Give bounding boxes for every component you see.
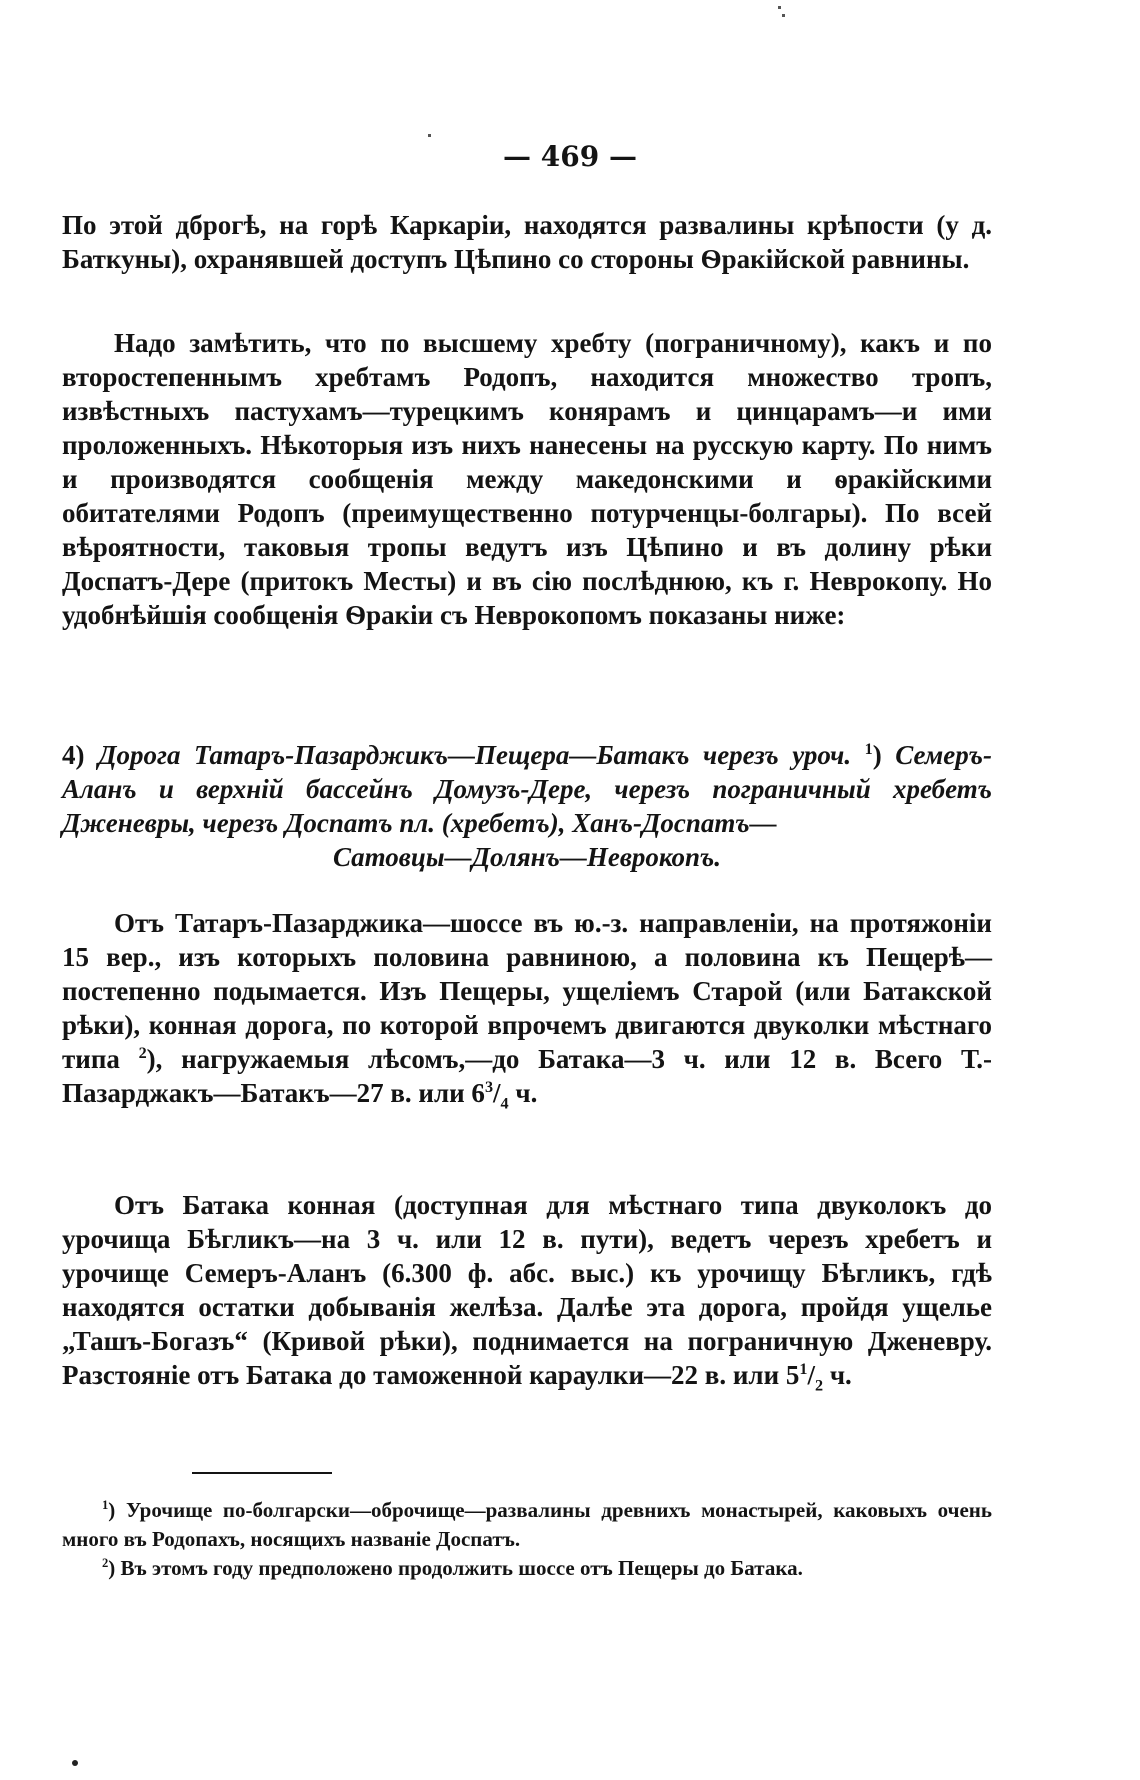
paragraph-1-text: По этой дброгѣ, на горѣ Каркаріи, находятся развалины крѣпости (у д. Баткуны), охранявшей доступъ Цѣпино со стороны Ѳракійской равнины.	[62, 210, 992, 274]
paragraph-2	[62, 326, 992, 632]
footnote-ref-2[interactable]: 2	[138, 1044, 147, 1062]
section-heading: 4) Дорога Татаръ-Пазарджикъ—Пещера—Батакъ черезъ уроч. $^1$) Семеръ-Аланъ и верхній бассейнъ Домузъ-Дере, черезъ пограничный хребетъ Дженевры, черезъ Доспатъ пл. (хребетъ), Ханъ-Доспатъ— Сатовцы—Долянъ—Неврокопъ.	[62, 740, 992, 872]
paragraph-3-part-a: Отъ Татаръ-Пазарджика—шоссе въ ю.-з. направленіи, на протяжоніи 15 вер., изъ которыхъ половина равниною, а половина къ Пещерѣ—постепенно подымается. Изъ Пещеры, ущеліемъ Старой (или Батакской рѣки), конная дорога, по которой впрочемъ двигаются двуколки мѣстнаго типа	[62, 908, 992, 1074]
scan-dot	[72, 1760, 78, 1766]
fraction-numerator: 3	[484, 1078, 494, 1096]
footnote-1-text: Урочище по-болгарски—оброчище—развалины древнихъ монастырей, каковыхъ очень много въ Родопахъ, носящихъ названіе Доспатъ.	[62, 1498, 992, 1551]
footnotes	[62, 1496, 992, 1583]
footnote-2-text: Въ этомъ году предположено продолжить шоссе отъ Пещеры до Батака.	[115, 1556, 803, 1580]
paragraph-3	[62, 906, 992, 1120]
fraction-numerator: 1	[799, 1360, 808, 1378]
footnote-1-mark: 1	[102, 1498, 109, 1512]
paragraph-3-part-c: ч.	[508, 1078, 538, 1108]
scan-speck	[782, 14, 785, 17]
paragraph-3-part-b: , нагружаемыя лѣсомъ,—до Батака—3 ч. или 12 в. Всего Т.-Пазарджакъ—Батакъ—27 в. или 6	[62, 1044, 993, 1108]
paragraph-4-text: Отъ Батака конная (доступная для мѣстнаго типа двуколокъ до урочища Бѣгликъ—на 3 ч. или 12 в. пути), ведетъ черезъ хребетъ и урочище Семеръ-Аланъ (6.300 ф. абс. выс.) къ урочищу Бѣгликъ, гдѣ находятся остатки добыванія желѣза. Далѣе эта дорога, пройдя ущелье „Ташъ-Богазъ“ (Кривой рѣки), поднимается на пограничную Дженевру. Разстояніе отъ Батака до таможенной караулки—22 в. или $5^1/_2$ ч.	[62, 1190, 992, 1395]
footnote-divider	[192, 1472, 332, 1474]
scan-speck	[778, 6, 781, 9]
footnote-2-mark: 2	[102, 1556, 109, 1570]
footnote-2: $^2$) Въ этомъ году предположено продолжить шоссе отъ Пещеры до Батака.	[102, 1556, 803, 1580]
fraction-denominator: 4	[500, 1094, 509, 1113]
section-heading-part3: Сатовцы—Долянъ—Неврокопъ.	[332, 842, 722, 872]
paragraph-2-text: Надо замѣтить, что по высшему хребту (пограничному), какъ и по второстепеннымъ хребтамъ Родопъ, находится множество тропъ, извѣстныхъ пастухамъ—турецкимъ конярамъ и цинцарамъ—и ими проложенныхъ. Нѣкоторыя изъ нихъ нанесены на русскую карту. По нимъ и производятся сообщенія между македонскими и ѳракійскими обитателями Родопъ (преимущественно потурченцы-болгары). По всей вѣроятности, таковыя тропы ведутъ изъ Цѣпино и въ долину рѣки Доспатъ-Дере (притокъ Месты) и въ сію послѣднюю, къ г. Неврокопу. Но удобнѣйшія сообщенія Ѳракіи съ Неврокопомъ показаны ниже:	[62, 328, 992, 630]
paragraph-4-part-a: Отъ Батака конная (доступная для мѣстнаго типа двуколокъ до урочища Бѣгликъ—на 3 ч. или 12 в. пути), ведетъ черезъ хребетъ и урочище Семеръ-Аланъ (6.300 ф. абс. выс.) къ урочищу Бѣгликъ, гдѣ находятся остатки добыванія желѣза. Далѣе эта дорога, пройдя ущелье „Ташъ-Богазъ“ (Кривой рѣки), поднимается на пограничную Дженевру. Разстояніе отъ Батака до таможенной караулки—22 в. или 5	[62, 1190, 992, 1390]
section-heading-part2: Семеръ-Аланъ и верхній бассейнъ Домузъ-Дере, черезъ пограничный хребетъ Дженевры, черезъ Доспатъ пл. (хребетъ), Ханъ-Доспатъ—	[62, 740, 992, 838]
section-number: 4)	[62, 740, 85, 770]
section-heading-part1: Дорога Татаръ-Пазарджикъ—Пещера—Батакъ черезъ уроч.	[98, 740, 852, 770]
footnote-1: $^1$) Урочище по-болгарски—оброчище—развалины древнихъ монастырей, каковыхъ очень много въ Родопахъ, носящихъ названіе Доспатъ.	[62, 1498, 992, 1551]
fraction-denominator: 2	[814, 1376, 824, 1395]
paragraph-4	[62, 1188, 992, 1402]
paragraph-4-part-b: ч.	[823, 1360, 852, 1390]
paragraph-1	[62, 208, 992, 276]
footnote-ref-1[interactable]: 1	[864, 740, 873, 758]
paragraph-3-text: Отъ Татаръ-Пазарджика—шоссе въ ю.-з. направленіи, на протяжоніи 15 вер., изъ которыхъ половина равниною, а половина къ Пещерѣ—постепенно подымается. Изъ Пещеры, ущеліемъ Старой (или Батакской рѣки), конная дорога, по которой впрочемъ двигаются двуколки мѣстнаго типа $^2$), нагружаемыя лѣсомъ,—до Батака—3 ч. или 12 в. Всего Т.-Пазарджакъ—Батакъ—27 в. или $6^3/_4$ ч.	[62, 908, 993, 1113]
page-number: — 469 —	[503, 140, 637, 173]
scan-speck	[428, 134, 431, 137]
